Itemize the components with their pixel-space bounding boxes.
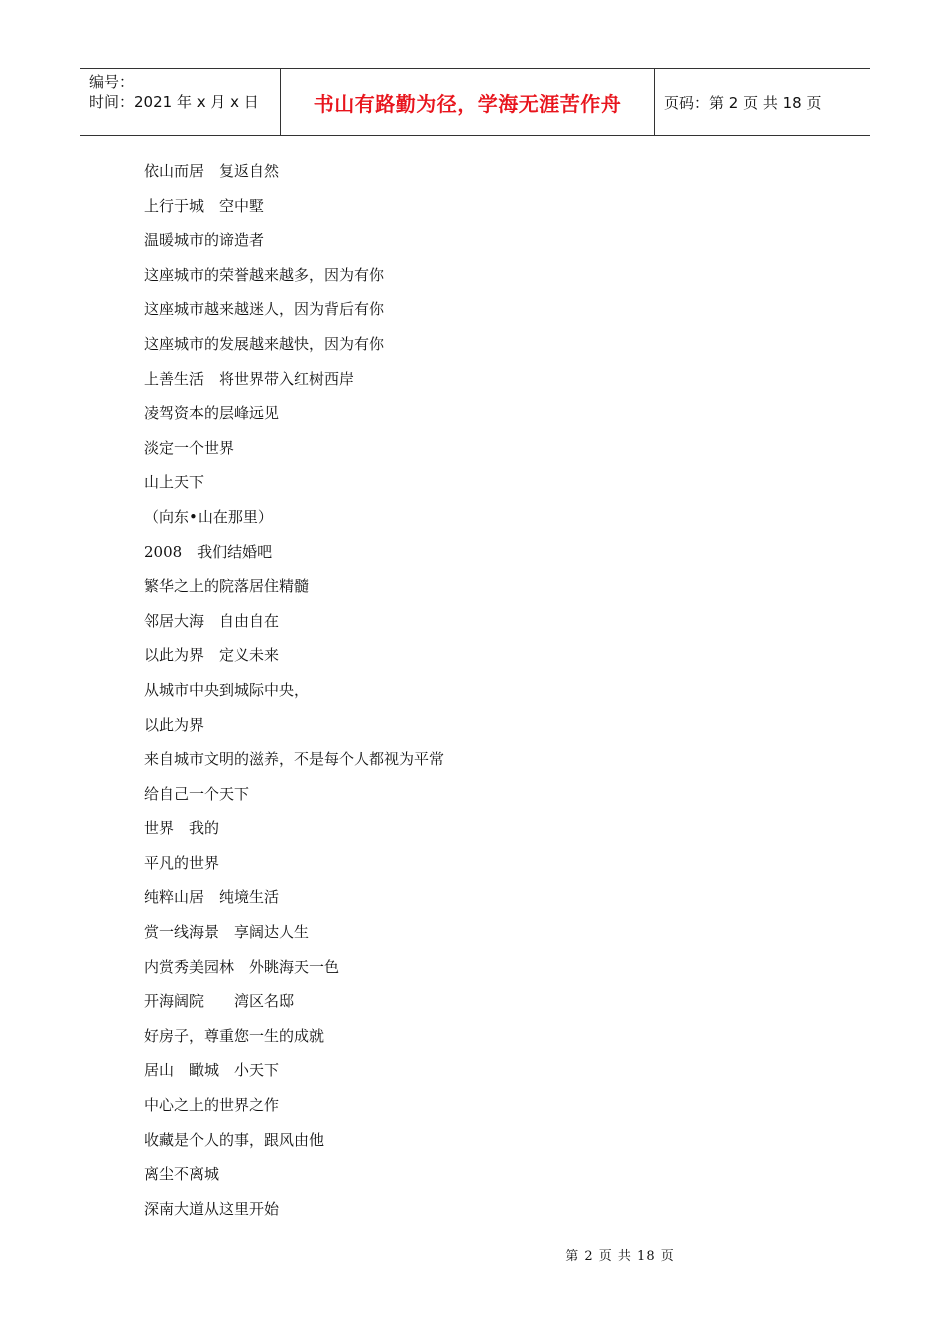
slogan-line: 居山 瞰城 小天下 <box>144 1061 280 1080</box>
number-label: 编号： <box>89 73 135 91</box>
slogan-line: 上善生活 将世界带入红树西岸 <box>144 369 355 388</box>
slogan-line: 深南大道从这里开始 <box>144 1199 280 1218</box>
slogan-line: 中心之上的世界之作 <box>144 1096 280 1115</box>
slogan-line: （向东•山在那里） <box>144 507 273 526</box>
slogan-list <box>144 154 844 1226</box>
slogan-line: 以此为界 <box>144 715 205 734</box>
page-header <box>80 68 870 136</box>
slogan-line: 这座城市越来越迷人，因为背后有你 <box>144 300 385 319</box>
slogan-line: 依山而居 复返自然 <box>144 162 280 180</box>
slogan-line: 上行于城 空中墅 <box>144 196 265 215</box>
slogan-line: 给自己一个天下 <box>144 784 250 803</box>
slogan-line: 来自城市文明的滋养，不是每个人都视为平常 <box>144 750 445 769</box>
slogan-line: 山上天下 <box>144 473 205 492</box>
slogan-line: 平凡的世界 <box>144 853 220 872</box>
slogan-line: 以此为界 定义未来 <box>144 646 280 665</box>
slogan-line: 从城市中央到城际中央， <box>144 680 310 699</box>
slogan-line: 这座城市的发展越来越快，因为有你 <box>144 334 385 353</box>
slogan-line: 世界 我的 <box>144 819 220 838</box>
slogan-line: 纯粹山居 纯境生活 <box>144 888 280 907</box>
slogan-line: 收藏是个人的事，跟风由他 <box>144 1130 325 1149</box>
slogan-line: 凌驾资本的层峰远见 <box>144 404 280 423</box>
page-footer: 第 2 页 共 18 页 <box>565 1249 675 1264</box>
date-label: 时间：2021 年 x 月 x 日 <box>89 93 259 111</box>
slogan-line: 2008 我们结婚吧 <box>144 542 273 561</box>
slogan-line: 这座城市的荣誉越来越多，因为有你 <box>144 265 385 284</box>
slogan-line: 内赏秀美园林 外眺海天一色 <box>144 957 340 976</box>
header-page-info: 页码：第 2 页 共 18 页 <box>664 93 822 112</box>
slogan-line: 开海阔院 湾区名邸 <box>144 992 295 1011</box>
slogan-line: 繁华之上的院落居住精髓 <box>144 577 310 596</box>
slogan-line: 邻居大海 自由自在 <box>144 611 280 630</box>
slogan-line: 温暖城市的谛造者 <box>144 231 265 250</box>
slogan-line: 离尘不离城 <box>144 1165 220 1184</box>
header-meta <box>80 69 281 135</box>
slogan-line: 赏一线海景 享阔达人生 <box>144 923 310 942</box>
slogan-line: 好房子，尊重您一生的成就 <box>144 1026 325 1045</box>
slogan-line: 淡定一个世界 <box>144 438 235 457</box>
header-motto: 书山有路勤为径，学海无涯苦作舟 <box>281 69 655 135</box>
